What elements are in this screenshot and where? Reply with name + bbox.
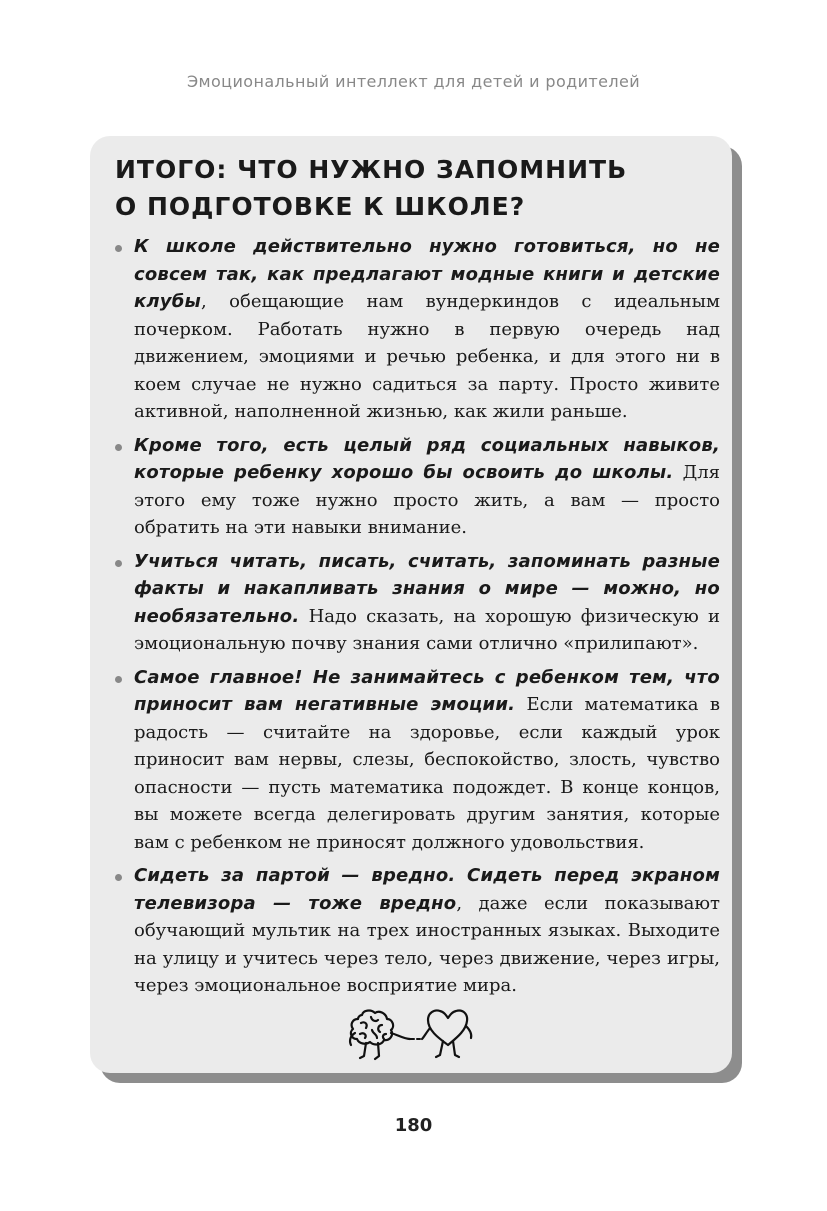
item-body: , обещающие нам вундеркиндов с идеальным почерком. Работать нужно в первую очередь над движением, эмоциями и речью ребенка, и для этого ни в коем случае не нужно садиться за парту. Просто живите активной, наполненной жизнью, как жили раньше.	[134, 291, 720, 422]
bullet-icon	[115, 676, 122, 683]
item-emphasis: К школе действительно нужно готовиться, но не совсем так, как предлагают модные книги и детские клубы	[134, 236, 720, 312]
list-item-text	[134, 233, 720, 426]
bullet-icon	[115, 245, 122, 252]
list-item-text	[134, 862, 720, 1000]
list-item	[110, 548, 720, 658]
bullet-icon	[115, 444, 122, 451]
list-item	[110, 664, 720, 857]
item-body: , даже если показывают обучающий мультик на трех иностранных языках. Выходите на улицу и учитесь через тело, через движение, через игры, через эмоциональное восприятие мира.	[134, 892, 721, 996]
list-item-text	[134, 664, 720, 857]
bullet-icon	[115, 560, 122, 567]
list-item-text	[134, 548, 720, 658]
box-title-line-2: О ПОДГОТОВКЕ К ШКОЛЕ?	[115, 192, 526, 221]
item-body: Если математика в радость — считайте на здоровье, если каждый урок приносит вам нервы, слезы, беспокойство, злость, чувство опасности — пусть математика подождет. В конце концов, вы можете всегда делегировать другим занятия, которые вам с ребенком не приносят должного удовольствия.	[134, 694, 720, 853]
list-item-text	[134, 432, 720, 542]
running-head: Эмоциональный интеллект для детей и родителей	[186, 72, 641, 91]
item-emphasis: Самое главное! Не занимайтесь с ребенком тем, что приносит вам негативные эмоции.	[134, 666, 720, 715]
list-item	[110, 432, 720, 542]
list-item	[110, 233, 720, 426]
item-body: Для этого ему тоже нужно просто жить, а вам — просто обратить на эти навыки внимание.	[134, 462, 720, 538]
item-emphasis: Кроме того, есть целый ряд социальных навыков, которые ребенку хорошо бы освоить до школы.	[134, 434, 720, 483]
item-emphasis: Сидеть за партой — вредно. Сидеть перед экраном телевизора — тоже вредно	[134, 865, 720, 914]
list-item	[110, 862, 720, 1000]
brain-icon	[350, 1011, 410, 1059]
item-body: Надо сказать, на хорошую физическую и эмоциональную почву знания сами отлично «прилипают».	[134, 605, 720, 654]
summary-list	[110, 233, 720, 1006]
box-title-line-1: ИТОГО: ЧТО НУЖНО ЗАПОМНИТЬ	[115, 155, 628, 184]
heart-icon	[422, 1010, 471, 1057]
brain-heart-illustration	[344, 1003, 480, 1065]
page-number: 180	[394, 1115, 433, 1136]
box-title	[115, 151, 675, 225]
item-emphasis: Учиться читать, писать, считать, запоминать разные факты и накапливать знания о мире — можно, но необязательно.	[134, 550, 720, 627]
bullet-icon	[115, 874, 122, 881]
